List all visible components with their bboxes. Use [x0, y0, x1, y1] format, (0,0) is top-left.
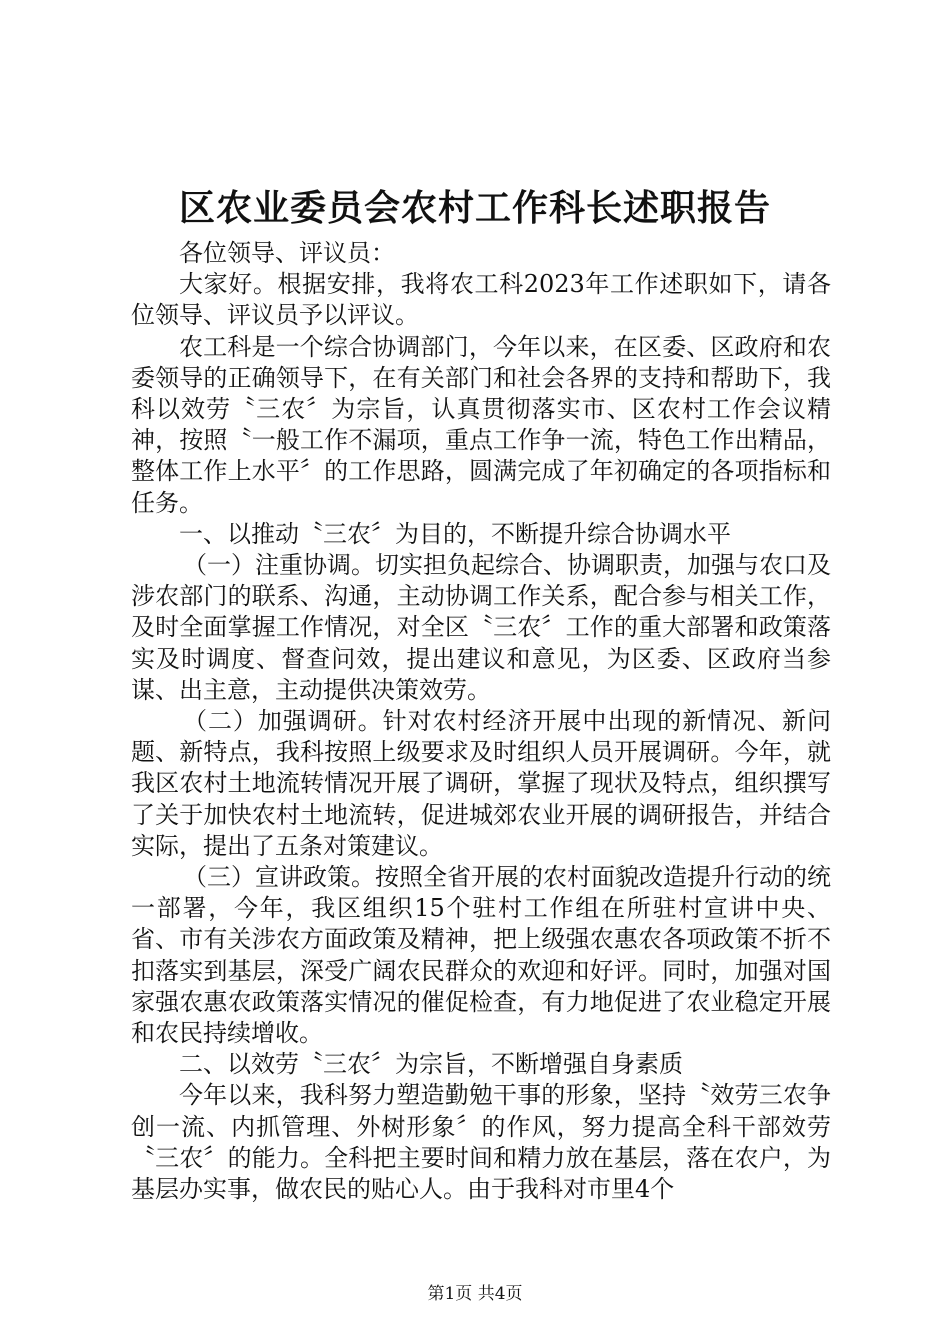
section-2-paragraph: 今年以来，我科努力塑造勤勉干事的形象，坚持〝效劳三农争创一流、内抓管理、外树形象〞的作风，努力提高全科干部效劳〝三农〞的能力。全科把主要时间和精力放在基层，落在农户，为基层办实事，做农民的贴心人。由于我科对市里4个 — [131, 1081, 831, 1204]
page-number: 第1页 共4页 — [427, 1284, 523, 1304]
document-title: 区农业委员会农村工作科长述职报告 — [178, 187, 771, 229]
salutation-paragraph: 各位领导、评议员： — [179, 239, 395, 267]
greeting-paragraph: 大家好。根据安排，我将农工科2023年工作述职如下，请各位领导、评议员予以评议。 — [131, 270, 831, 330]
subsection-policy: （三）宣讲政策。按照全省开展的农村面貌改造提升行动的统一部署，今年，我区组织15个驻村工作组在所驻村宣讲中央、省、市有关涉农方面政策及精神，把上级强农惠农各项政策不折不扣落实到基层，深受广阔农民群众的欢迎和好评。同时，加强对国家强农惠农政策落实情况的催促检查，有力地促进了农业稳定开展和农民持续增收。 — [131, 863, 831, 1048]
document-body — [131, 238, 831, 1205]
section-heading-1: 一、以推动〝三农〞为目的，不断提升综合协调水平 — [179, 519, 731, 548]
subsection-coordination: （一）注重协调。切实担负起综合、协调职责，加强与农口及涉农部门的联系、沟通，主动协调工作关系，配合参与相关工作，及时全面掌握工作情况，对全区〝三农〞工作的重大部署和政策落实及时调度、督查问效，提出建议和意见，为区委、区政府当参谋、出主意，主动提供决策效劳。 — [131, 551, 831, 704]
intro-paragraph: 农工科是一个综合协调部门，今年以来，在区委、区政府和农委领导的正确领导下，在有关部门和社会各界的支持和帮助下，我科以效劳〝三农〞为宗旨，认真贯彻落实市、区农村工作会议精神，按照〝一般工作不漏项，重点工作争一流，特色工作出精品，整体工作上水平〞的工作思路，圆满完成了年初确定的各项指标和任务。 — [131, 332, 831, 517]
subsection-research: （二）加强调研。针对农村经济开展中出现的新情况、新问题、新特点，我科按照上级要求及时组织人员开展调研。今年，就我区农村土地流转情况开展了调研，掌握了现状及特点，组织撰写了关于加快农村土地流转，促进城郊农业开展的调研报告，并结合实际，提出了五条对策建议。 — [131, 707, 831, 860]
section-heading-2: 二、以效劳〝三农〞为宗旨，不断增强自身素质 — [179, 1050, 683, 1079]
